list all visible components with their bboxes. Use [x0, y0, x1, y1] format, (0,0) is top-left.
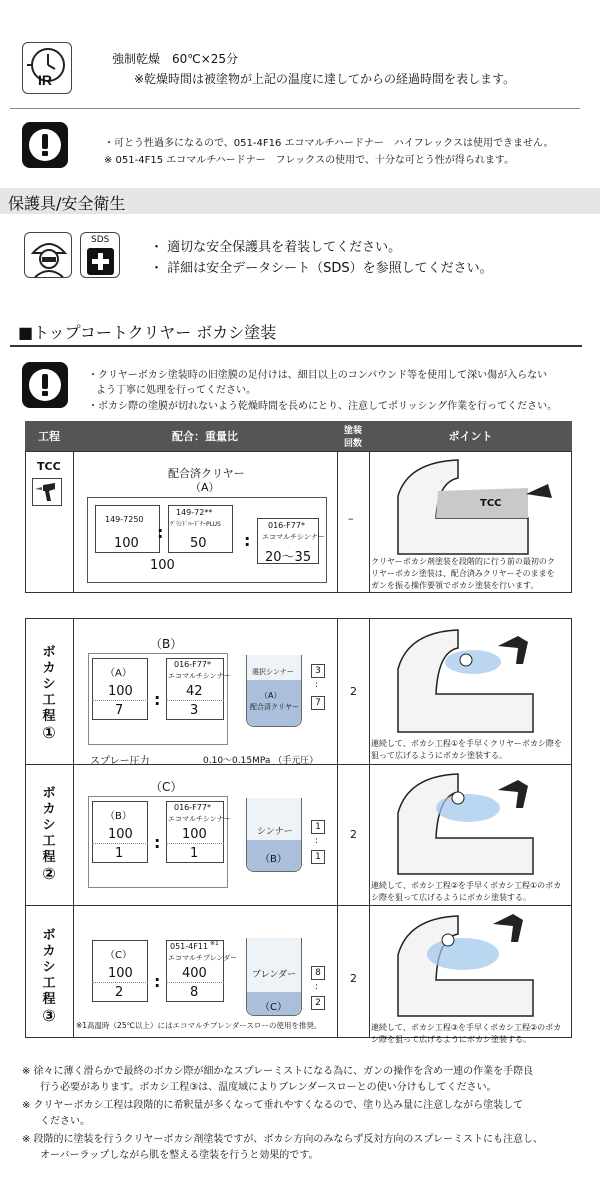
- sds-label: SDS: [91, 235, 110, 245]
- header-point: ポイント: [369, 428, 572, 444]
- safety-title: 保護具/安全衛生: [8, 194, 126, 213]
- spray-gun-icon: [32, 478, 62, 506]
- drying-line2: ※乾燥時間は被塗物が上記の温度に達してからの経過時間を表します。: [134, 72, 516, 86]
- step3-c-val1: 100: [108, 966, 133, 981]
- step1-beaker-top: 選択シンナー: [252, 668, 294, 676]
- car-fender-image: [378, 624, 566, 734]
- tcc-mix-title: 配合済クリヤー: [168, 467, 245, 480]
- safety-line2: ・ 詳細は安全データシート（SDS）を参照してください。: [150, 261, 493, 276]
- colon: :: [315, 680, 319, 690]
- tcc-mix-sub: （A）: [190, 481, 220, 494]
- ir-label: IR: [38, 72, 52, 88]
- topcoat-note1b: よう丁寧に処理を行ってください。: [96, 385, 256, 396]
- step3-c-val2: 2: [115, 985, 124, 1000]
- step2-point2: シ際を狙って広げるようにボカシ塗装する。: [371, 893, 531, 902]
- warning1-line2: ※ 051-4F15 エコマルチハードナー フレックスの使用で、十分な可とう性が得られます。: [104, 155, 515, 166]
- tcc-car-label: TCC: [480, 498, 502, 509]
- step1-pressure-val: 0.10〜0.15MPa （手元圧）: [203, 756, 319, 766]
- protective-gear-icon: [24, 232, 72, 278]
- step2-ratio-top: 1: [311, 820, 325, 834]
- step3-ratio-top: 8: [311, 966, 325, 980]
- step1-point1: 連続して、ボカシ工程①を手早くクリヤーボカシ際を: [371, 739, 562, 748]
- tcc-item3-val: 20〜35: [265, 550, 312, 565]
- divider: [10, 108, 580, 109]
- tcc-item1-val: 100: [114, 536, 139, 551]
- colon: :: [244, 531, 251, 550]
- plus-icon: [87, 248, 114, 275]
- tcc-item1-code: 149-7250: [105, 515, 144, 524]
- header-mix: 配合：重量比: [73, 428, 337, 444]
- step1-label: ボ カ シ 工 程 ①: [42, 645, 56, 742]
- step2-b-label: （B）: [105, 811, 132, 822]
- step1-title: （B）: [150, 637, 183, 651]
- step3-bl-name: エコマルチブレンダー: [168, 954, 238, 962]
- topcoat-note1: ・クリヤーボカシ塗装時の旧塗膜の足付けは、細目以上のコンパウンド等を使用して深い傷が入らない: [88, 370, 548, 381]
- step2-title: （C）: [150, 780, 183, 794]
- step2-point1: 連続して、ボカシ工程②を手早くボカシ工程①のボカ: [371, 881, 562, 890]
- step1-t-code: 016-F77*: [174, 660, 211, 669]
- step2-t-val2: 1: [190, 846, 199, 861]
- step1-point2: 狙って広げるようにボカシ塗装する。: [371, 751, 507, 760]
- step2-t-val1: 100: [182, 827, 207, 842]
- tcc-sum: 100: [150, 558, 175, 573]
- step1-a-val2: 7: [115, 703, 124, 718]
- step2-b-val2: 1: [115, 846, 124, 861]
- step3-coats: 2: [350, 972, 357, 985]
- warning-icon: [22, 122, 68, 168]
- step2-b-val1: 100: [108, 827, 133, 842]
- step1-t-val2: 3: [190, 703, 199, 718]
- header-coats-2: 回数: [337, 436, 369, 449]
- step3-beaker-top: ブレンダー: [252, 970, 297, 980]
- car-fender-image: [378, 768, 566, 876]
- step3-bl-sup: ※1: [210, 940, 219, 947]
- step2-t-code: 016-F77*: [174, 803, 211, 812]
- step3-beaker-b: （C）: [260, 1002, 287, 1013]
- tcc-item2-name: ｸﾞﾗﾝﾄﾞﾊｰﾄﾞﾅｰPLUS: [170, 521, 221, 528]
- step3-point1: 連続して、ボカシ工程③を手早くボカシ工程②のボカ: [371, 1023, 562, 1032]
- step2-coats: 2: [350, 828, 357, 841]
- warning1-line1: ・可とう性過多になるので、051-4F16 エコマルチハードナー ハイフレックスは使用できません。: [104, 138, 554, 149]
- warning-icon: [22, 362, 68, 408]
- topcoat-title-rule: [10, 345, 582, 347]
- note3b: オーバーラップしながら肌を整える塗装を行うと効果的です。: [40, 1150, 319, 1161]
- colon: :: [157, 523, 164, 542]
- car-fender-image: [378, 456, 566, 556]
- step3-bl-code: 051-4F11: [170, 942, 209, 951]
- car-fender-image: [378, 910, 566, 1018]
- note1b: 行う必要があります。ボカシ工程③は、温度域によりブレンダースローとの使い分けもしてください。: [40, 1082, 497, 1093]
- sds-icon: [80, 232, 120, 278]
- colon: :: [154, 833, 161, 852]
- step2-beaker-b: （B）: [260, 854, 287, 865]
- step3-bl-val2: 8: [190, 985, 199, 1000]
- note2: ※ クリヤーボカシ工程は段階的に希釈量が多くなって垂れやすくなるので、塗り込み量に注意しながら塗装して: [22, 1100, 524, 1111]
- step1-pressure-label: スプレー圧力: [90, 756, 150, 767]
- tcc-process-label: TCC: [37, 460, 61, 473]
- step3-bl-val1: 400: [182, 966, 207, 981]
- note3: ※ 段階的に塗装を行うクリヤーボカシ剤塗装ですが、ボカシ方向のみならず反対方向のスプレーミストにも注意し、: [22, 1134, 543, 1145]
- step2-label: ボ カ シ 工 程 ②: [42, 786, 56, 883]
- step3-c-label: （C）: [105, 950, 132, 961]
- note2b: ください。: [40, 1116, 90, 1127]
- tcc-item3-name: エコマルチシンナー: [262, 533, 325, 541]
- colon: :: [315, 836, 319, 846]
- safety-line1: ・ 適切な安全保護具を着装してください。: [150, 240, 402, 255]
- topcoat-note2: ・ボカシ際の塗膜が切れないよう乾燥時間を長めにとり、注意してポリッシング作業を行ってください。: [88, 401, 558, 412]
- step1-a-label: （A）: [105, 668, 132, 679]
- drying-line1: 強制乾燥 60℃×25分: [112, 52, 239, 66]
- colon: :: [315, 982, 319, 992]
- step2-ratio-bottom: 1: [311, 850, 325, 864]
- step2-t-name: エコマルチシンナー: [168, 815, 231, 823]
- header-process: 工程: [25, 428, 73, 444]
- tcc-item2-val: 50: [190, 536, 207, 551]
- tcc-item3-code: 016-F77*: [268, 521, 305, 530]
- tcc-point3: ガンを振る操作要領でボカシ塗装を行います。: [371, 581, 539, 590]
- step3-ratio-bottom: 2: [311, 996, 325, 1010]
- tcc-point1: クリヤーボカシ剤塗装を段階的に行う前の最初のク: [371, 557, 555, 566]
- step1-a-val1: 100: [108, 684, 133, 699]
- colon: :: [154, 972, 161, 991]
- step2-beaker-top: シンナー: [257, 827, 293, 837]
- step1-beaker-b: 配合済クリヤー: [250, 703, 299, 711]
- step3-point2: シ際を狙って広げるようにボカシ塗装する。: [371, 1035, 531, 1044]
- step1-beaker-a: （A）: [260, 691, 282, 700]
- topcoat-title: ■トップコートクリヤー ボカシ塗装: [18, 323, 277, 342]
- header-coats-1: 塗装: [337, 423, 369, 436]
- tcc-item2-code: 149-72**: [176, 508, 213, 517]
- step1-t-val1: 42: [186, 684, 203, 699]
- step3-footnote: ※1高温時（25℃以上）にはエコマルチブレンダースローの使用を推奨。: [76, 1021, 322, 1030]
- step1-ratio-top: 3: [311, 664, 325, 678]
- note1: ※ 徐々に薄く滑らかで最終のボカシ際が細かなスプレーミストになる為に、ガンの操作を含め一連の作業を手際良: [22, 1066, 534, 1077]
- step3-label: ボ カ シ 工 程 ③: [42, 928, 56, 1025]
- tcc-coats: –: [348, 512, 354, 525]
- colon: :: [154, 690, 161, 709]
- step1-coats: 2: [350, 685, 357, 698]
- tcc-point2: リヤーボカシ塗装は、配合済みクリヤーそのままを: [371, 569, 555, 578]
- step1-t-name: エコマルチシンナー: [168, 672, 231, 680]
- step1-ratio-bottom: 7: [311, 696, 325, 710]
